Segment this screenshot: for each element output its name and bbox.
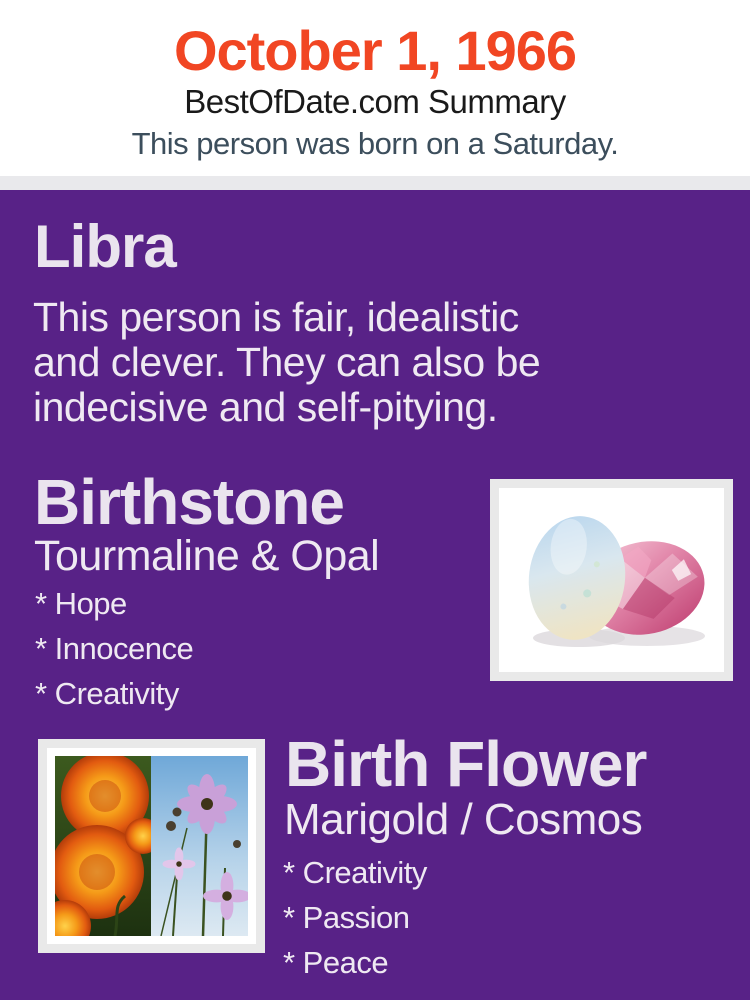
born-on-weekday-text: This person was born on a Saturday. (131, 126, 619, 161)
birth-flower-trait: * Peace (283, 945, 389, 980)
birth-flower-heading: Birth Flower (285, 728, 647, 800)
birthstone-trait: * Innocence (35, 631, 194, 666)
zodiac-description: This person is fair, idealistic and clever. They can also be indecisive and self-pitying. (33, 294, 541, 430)
birth-flower-names: Marigold / Cosmos (284, 795, 643, 844)
birth-flower-photo (38, 739, 265, 953)
date-title: October 1, 1966 (173, 19, 577, 82)
birthstone-photo (490, 479, 733, 681)
birth-flower-photo-art (55, 756, 248, 936)
birthstone-trait: * Hope (35, 586, 127, 621)
header (0, 0, 750, 176)
zodiac-sign-heading: Libra (34, 213, 176, 280)
birthstone-trait: * Creativity (35, 676, 179, 711)
marigold-photo-half (55, 756, 161, 936)
main-purple-section (0, 190, 750, 1000)
birth-flower-trait: * Passion (283, 900, 410, 935)
cosmos-photo-half (151, 756, 248, 936)
birthstone-heading: Birthstone (34, 466, 344, 538)
header-divider-bar (0, 176, 750, 190)
site-summary-title: BestOfDate.com Summary (184, 83, 566, 120)
birthstone-photo-art (507, 496, 716, 664)
birth-flower-trait: * Creativity (283, 855, 427, 890)
birthstone-names: Tourmaline & Opal (34, 532, 380, 580)
